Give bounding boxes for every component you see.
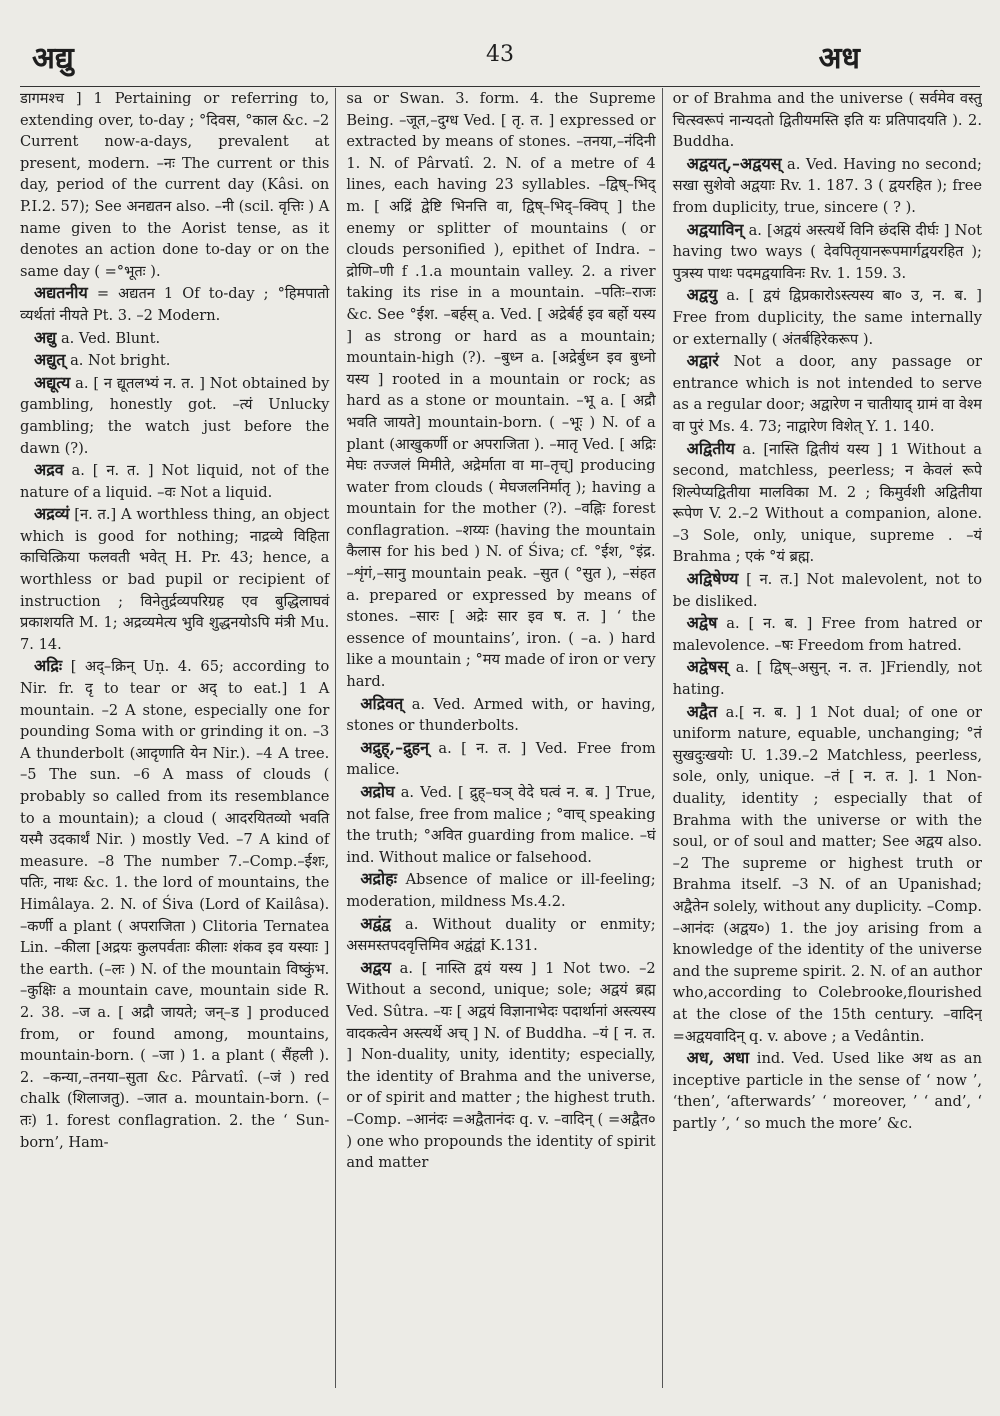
- dictionary-entry: [20, 349, 329, 372]
- entry-definition: a. [अद्वयं अस्त्यर्थे विनि छंदसि दीर्घः ] Not having two ways ( देवपितृयानरूपमार्गद्वयरहित ); पुत्रस्य पाथः पदमद्वयाविनः Rv. 1. 159. 3.: [672, 221, 982, 282]
- entry-headword: अद्रिवत्: [360, 693, 404, 713]
- dictionary-entry: [673, 1047, 982, 1134]
- entry-headword: अद्रिः: [34, 656, 63, 676]
- entry-definition: a. Ved. [ द्रुह्–घञ् वेदे घत्वं न. ब. ] True, not false, free from malice ; °वाच् speaking the truth; °अवित guarding from malice. –घं ind. Without malice or falsehood.: [346, 784, 656, 866]
- dictionary-entry: [346, 913, 655, 957]
- dictionary-entry: [20, 655, 329, 1153]
- entry-definition: a. [ न. त. ] Not liquid, not of the nature of a liquid. –वः Not a liquid.: [20, 462, 330, 501]
- entry-headword: अद्वयत्,–अद्वयस्: [686, 153, 782, 173]
- dictionary-entry: [346, 781, 655, 868]
- entry-definition: a. Without duality or enmity; असमस्तपदवृत्तिमिव अद्वंद्वां K.131.: [346, 915, 656, 955]
- entry-definition: Absence of malice or ill-feeling; moderation, mildness Ms.4.2.: [346, 871, 656, 910]
- columns-container: [20, 88, 982, 1388]
- entry-headword: अद्वैत: [686, 701, 718, 721]
- left-running-headword: अद्यु: [32, 41, 74, 76]
- entry-definition: sa or Swan. 3. form. 4. the Supreme Being. –जूत,–दुग्ध Ved. [ तृ. त. ] expressed or extracted by means of stones. –तनया,–नंदिनी 1. N. of Pârvatî. 2. N. of a metre of 4 lines, each having 23 syllables. –द्विष्–भिद् m. [ अद्रिं द्वेष्टि भिनत्ति वा, द्विष्–भिद्–क्विप् ] the enemy or splitter of mountains ( or clouds personified ), epithet of Indra. –द्रोणि–णी f .1.a mountain valley. 2. a river taking its rise in a mountain. –पतिः–राजः &c. See °ईश. –बर्हस् a. Ved. [ अद्रेर्बर्ह इव बर्हो यस्य ] as strong or hard as a mountain; mountain-high (?). –बुध्न a. [अद्रेर्बुध्न इव बुध्नो यस्य ] rooted in a mountain or rock; as hard as a stone or mountain. –भू a. [ अद्रौ भवति जायते] mountain-born. ( –भूः ) N. of a plant (आखुकर्णी or अपराजिता ). –मातृ Ved. [ अद्रिः मेघः तज्जलं मिमीते, अद्रेर्माता वा मा–तृच्] producing water from clouds ( मेघजलनिर्मातृ ); having a mountain for the mother (?). –वह्निः forest conflagration. –शय्यः (having the mountain कैलास for his bed ) N. of Śiva; cf. °ईश, °इंद्र. –शृंगं,–सानु mountain peak. –सुत ( °सुत ), –संहत a. prepared or expressed by means of stones. –सारः [ अद्रेः सार इव ष. त. ] ‘ the essence of mountains’, iron. ( –a. ) hard like a mountain ; °मय made of iron or very hard.: [346, 90, 656, 691]
- entry-definition: a. Ved. Having no second; सखा सुशेवो अद्वयाः Rv. 1. 187. 3 ( द्वयरहित ); free from duplicity, true, sincere ( ? ).: [672, 155, 982, 216]
- dictionary-entry: [673, 701, 982, 1048]
- column-1: [20, 88, 336, 1388]
- entry-definition: a. [ न. ब. ] Free from hatred or malevolence. –षः Freedom from hatred.: [672, 615, 982, 654]
- dictionary-entry: [673, 284, 982, 350]
- dictionary-entry: [346, 693, 655, 737]
- entry-headword: अद्वितीय: [686, 438, 735, 458]
- dictionary-entry: [673, 219, 982, 285]
- entry-continuation: [346, 88, 655, 693]
- column-2: [342, 88, 662, 1388]
- entry-definition: Not a door, any passage or entrance which is not intended to serve as a regular door; अद्वारेण न चातीयाद् ग्रामं वा वेश्म वा पुरं Ms. 4. 73; नाद्वारेण विशेत् Y. 1. 140.: [672, 353, 982, 435]
- entry-headword: अद्युत्: [34, 350, 66, 370]
- dictionary-entry: [346, 737, 655, 781]
- entry-definition: [न. त.] A worthless thing, an object which is good for nothing; नाद्रव्ये विहिता काचित्क्रिया फलवती भवेत् H. Pr. 43; hence, a worthless or bad pupil or recipient of instruction ; विनेतुर्द्रव्यपरिग्रह एव बुद्धिलाघवं प्रकाशयति M. 1; अद्रव्यमेत्य भुवि शुद्धनयोऽपि मंत्री Mu. 7. 14.: [20, 506, 330, 653]
- entry-continuation: [673, 88, 982, 153]
- entry-headword: अद्रव्यं: [34, 504, 70, 524]
- entry-headword: अद्वारं: [686, 351, 719, 371]
- entry-definition: a. Ved. Armed with, or having, stones or thunderbolts.: [346, 695, 656, 735]
- entry-definition: [ न. त.] Not malevolent, not to be disliked.: [672, 571, 982, 610]
- entry-continuation: [20, 88, 329, 282]
- dictionary-entry: [346, 868, 655, 912]
- entry-headword: अद्यूत्य: [34, 372, 71, 392]
- entry-headword: अद्वंद्व: [360, 913, 391, 933]
- entry-headword: अद्रुह्,–द्रुहन्: [360, 737, 429, 757]
- column-3: [669, 88, 982, 1388]
- entry-headword: अद्वयाविन्: [686, 219, 744, 239]
- dictionary-entry: [20, 372, 329, 459]
- entry-definition: a. [ न द्यूतलभ्यं न. त. ] Not obtained by gambling, honestly got. –त्यं Unlucky gambling; the watch just before the dawn (?).: [20, 374, 330, 457]
- dictionary-entry: [673, 153, 982, 219]
- entry-headword: अद्वयु: [686, 285, 718, 305]
- entry-headword: अद्वेष: [686, 613, 718, 633]
- entry-definition: a. [ द्विष्–असुन्. न. त. ]Friendly, not hating.: [672, 659, 982, 699]
- dictionary-entry: [346, 957, 655, 1174]
- entry-definition: a. Ved. Blunt.: [60, 329, 161, 347]
- dictionary-entry: [673, 438, 982, 569]
- entry-headword: अद्वेषस्: [686, 657, 729, 677]
- entry-headword: अद्विषेण्य: [686, 569, 739, 589]
- dictionary-entry: [673, 656, 982, 700]
- entry-definition: or of Brahma and the universe ( सर्वमेव वस्तु चित्स्वरूपं नान्यदतो द्वितीयमस्ति इति यः प्रतिपादयति ). 2. Buddha.: [672, 90, 982, 151]
- entry-definition: डागमश्च ] 1 Pertaining or referring to, extending over, to-day ; °दिवस, °काल &c. –2 Current now-a-days, prevalent at present, modern. –नः The current or this day, period of the current day (Kâsi. on P.I.2. 57); See अनद्यतन also. –नी (scil. वृत्तिः ) A name given to the Aorist tense, as it denotes an action done to-day or on the same day ( =°भूतः ).: [20, 90, 330, 280]
- entry-headword: अद्यतनीय: [34, 283, 88, 303]
- entry-definition: a. Not bright.: [70, 352, 171, 370]
- dictionary-entry: [20, 503, 329, 655]
- dictionary-entry: [20, 459, 329, 503]
- entry-definition: ind. Ved. Used like अथ as an inceptive particle in the sense of ‘ now ’, ‘then’, ‘afterwards’ ‘ moreover, ’ ‘ and’, ‘ partly ’, ‘ so much the more’ &c.: [672, 1050, 982, 1132]
- entry-headword: अद्रोघ: [360, 782, 395, 801]
- entry-definition: a. [नास्ति द्वितीयं यस्य ] 1 Without a second, matchless, peerless; न केवलं रूपे शिल्पेप्यद्वितीया मालविका M. 2 ; किमुर्वशी अद्वितीया रूपेण V. 2.–2 Without a companion, alone. –3 Sole, only, unique, supreme . –यं Brahma ; एकं °यं ब्रह्म.: [672, 440, 982, 566]
- right-running-headword: अध: [818, 41, 860, 76]
- dictionary-entry: [673, 568, 982, 612]
- entry-headword: अद्रोहः: [360, 869, 397, 889]
- page-number: 43: [486, 42, 514, 67]
- entry-headword: अद्वय: [360, 957, 392, 977]
- entry-definition: a. [ द्वयं द्विप्रकारोऽस्त्यस्य बा० उ, न. ब. ] Free from duplicity, the same internally or externally ( अंतर्बहिरेकरूप ).: [672, 287, 982, 348]
- dictionary-entry: [673, 350, 982, 437]
- page-header: [20, 36, 980, 87]
- entry-definition: a.[ न. ब. ] 1 Not dual; of one or uniform nature, equable, unchanging; °तं सुखदुःखयोः U. 1.39.–2 Matchless, peerless, sole, only, unique. –तं [ न. त. ]. 1 Non-duality, identity ; especially that of Brahma with the universe or with the soul, or of soul and matter; See अद्वय also. –2 The supreme or highest truth or Brahma itself. –3 N. of an Upanishad; अद्वैतेन solely, without any duplicity. –Comp. –आनंदः (अद्वय०) 1. the joy arising from a knowledge of the identity of the universe and the supreme spirit. 2. N. of an author who,according to Colebrooke,flourished at the close of the 15th century. –वादिन् =अद्वयवादिन् q. v. above ; a Vedântin.: [672, 703, 982, 1045]
- dictionary-entry: [673, 612, 982, 656]
- entry-definition: [ अद्–क्रिन् Uṇ. 4. 65; according to Nir. fr. दृ to tear or अद् to eat.] 1 A mountain. –2 A stone, especially one for pounding Soma with or grinding it on. –3 A thunderbolt (आदृणाति येन Nir.). –4 A tree. –5 The sun. –6 A mass of clouds ( probably so called from its resemblance to a mountain); a cloud ( आदरयितव्यो भवति यस्मै उदकार्थं Nir. ) mostly Ved. –7 A kind of measure. –8 The number 7.–Comp.–ईशः, पतिः, नाथः &c. 1. the lord of mountains, the Himâlaya. 2. N. of Śiva (Lord of Kailâsa). –कर्णी a plant ( अपराजिता ) Clitoria Ternatea Lin. –कीला [अद्रयः कुलपर्वताः कीलाः शंकव इव यस्याः ] the earth. (–लः ) N. of the mountain विष्कुंभ. –कुक्षिः a mountain cave, mountain side R. 2. 38. –ज a. [ अद्रौ जायते; जन्–ड ] produced from, or found among, mountains, mountain-born. ( –जा ) 1. a plant ( सैंहली ). 2. –कन्या,–तनया–सुता &c. Pârvatî. (–जं ) red chalk (शिलाजतु). –जात a. mountain-born. (–तः) 1. forest conflagration. 2. the ‘ Sun-born’, Ham-: [20, 658, 330, 1151]
- entry-headword: अद्रव: [34, 460, 64, 480]
- dictionary-entry: [20, 282, 329, 326]
- entry-headword: अद्यु: [34, 327, 57, 347]
- dictionary-entry: [20, 327, 329, 350]
- entry-definition: a. [ नास्ति द्वयं यस्य ] 1 Not two. –2 Without a second, unique; sole; अद्वयं ब्रह्म Ved. Sûtra. –यः [ अद्वयं विज्ञानाभेदः पदार्थानां अस्त्यस्य वादकत्वेन अस्त्यर्थे अच् ] N. of Buddha. –यं [ न. त. ] Non-duality, unity, identity; especially, the identity of Brahma and the universe, or of spirit and matter ; the highest truth. –Comp. –आनंदः =अद्वैतानंदः q. v. –वादिन् ( =अद्वैत० ) one who propounds the identity of spirit and matter: [346, 959, 656, 1172]
- entry-definition: = अद्यतन 1 Of to-day ; °हिमपातो व्यर्थतां नीयते Pt. 3. –2 Modern.: [20, 285, 330, 324]
- entry-headword: अध, अधा: [686, 1048, 750, 1068]
- entry-definition: a. [ न. त. ] Ved. Free from malice.: [346, 739, 656, 779]
